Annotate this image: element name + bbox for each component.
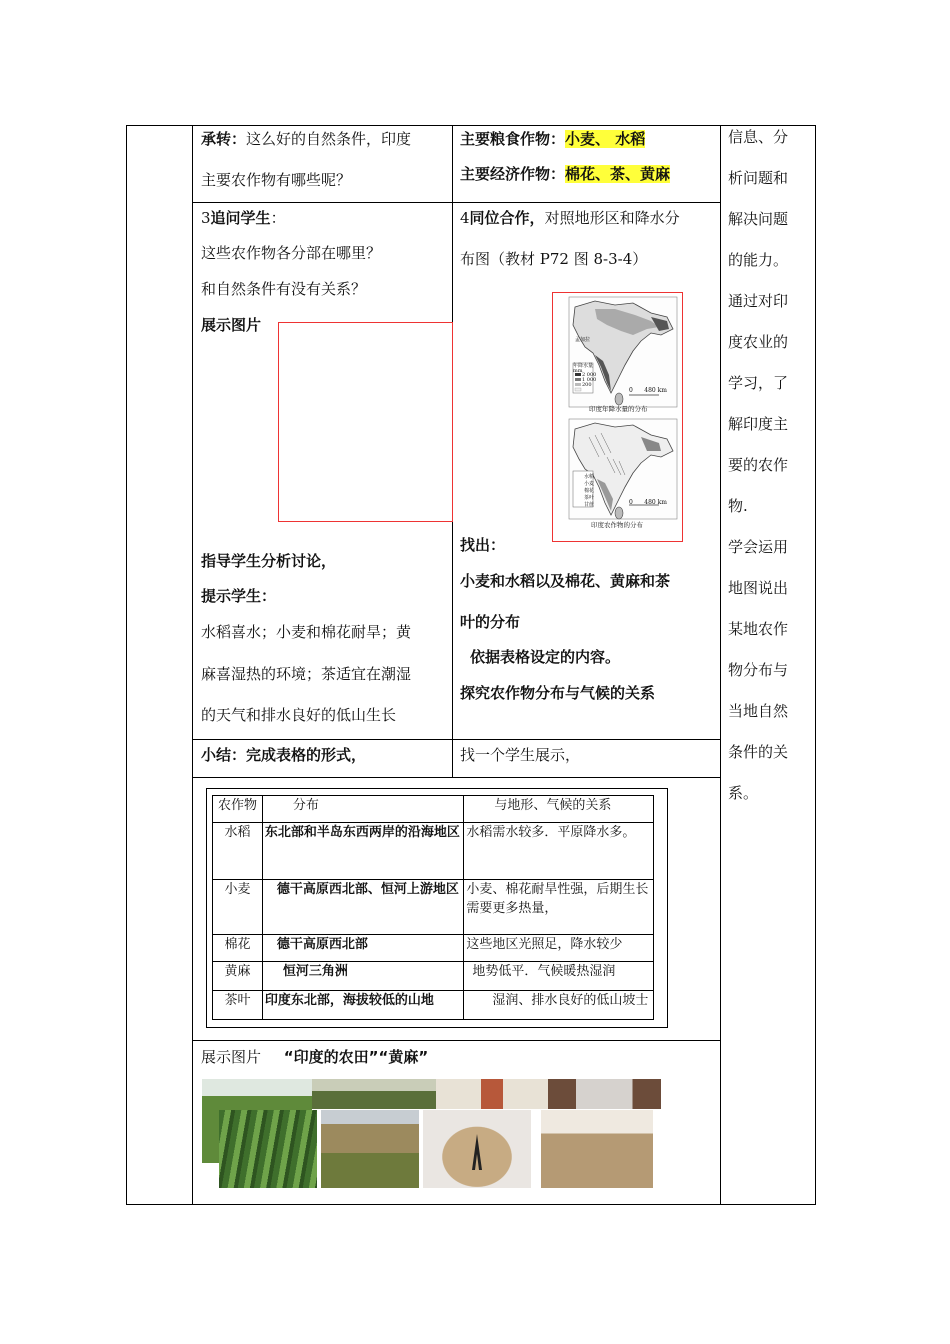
rc-line: 信息、分 <box>728 128 789 146</box>
table-row <box>213 935 654 962</box>
crop-legend-item: 水稻 <box>584 474 595 480</box>
rc-line: 学习，了 <box>728 374 789 392</box>
table-cell-rel: 地势低平．气候暖热湿润 <box>464 962 654 991</box>
rc-line: 某地农作 <box>728 620 789 638</box>
rc-line: 要的农作 <box>728 456 789 474</box>
coop-num: 4 <box>460 209 470 227</box>
rainfall-legend-value: 1 000 <box>582 377 597 383</box>
table-cell-crop: 黄麻 <box>213 962 263 991</box>
table-cell-crop: 棉花 <box>213 935 263 962</box>
crop-map <box>555 417 680 527</box>
table-header: 与地形、气候的关系 <box>464 796 654 823</box>
table-row <box>213 880 654 935</box>
photo-cornfield <box>219 1110 317 1188</box>
table-cell-rel: 小麦、棉花耐旱性强，后期生长需要更多热量， <box>464 880 654 935</box>
findout-line4: 探究农作物分布与气候的关系 <box>460 684 656 702</box>
transition-line2: 主要农作物有哪些呢？ <box>201 171 352 189</box>
coop-line2: 布图（教材 P72 图 8-3-4） <box>460 250 648 268</box>
summary-right: 找一个学生展示， <box>460 746 581 764</box>
rc-line: 的能力。 <box>728 251 789 269</box>
photo-jute-bag <box>423 1110 531 1188</box>
crop-caption: 印度农作物的分布 <box>591 521 643 529</box>
table-cell-dist: 东北部和半岛东西两岸的沿海地区 <box>262 823 464 880</box>
table-cell-rel: 这些地区光照足，降水较少 <box>464 935 654 962</box>
table-header: 分布 <box>262 796 464 823</box>
rc-line: 通过对印 <box>728 292 789 310</box>
food-crops-line <box>460 130 645 148</box>
rc-line: 度农业的 <box>728 333 789 351</box>
empty-picture-frame <box>278 322 453 522</box>
rc-line: 当地自然 <box>728 702 789 720</box>
coop-heading <box>460 209 680 227</box>
crop-legend-item: 棉花 <box>584 488 595 494</box>
table-cell-crop: 茶叶 <box>213 991 263 1020</box>
findout-line2: 叶的分布 <box>460 613 521 631</box>
coop-label: 同位合作， <box>469 209 545 227</box>
table-header: 农作物 <box>213 796 263 823</box>
crop-table <box>212 795 654 1020</box>
ask-q2: 和自然条件有没有关系？ <box>201 280 367 298</box>
rc-line: 解印度主 <box>728 415 789 433</box>
table-cell-dist: 恒河三角洲 <box>262 962 464 991</box>
rainfall-legend-title: 年降水量 <box>573 363 594 369</box>
photo-jute-bundle <box>548 1079 661 1109</box>
coop-line1: 对照地形区和降水分 <box>544 209 680 227</box>
ask-label: 追问学生 <box>210 209 271 227</box>
crop-scale: 0 480 km <box>629 499 667 506</box>
rainfall-legend-unit: mm <box>573 368 583 374</box>
photos-title-fields: “印度的农田” <box>283 1048 379 1066</box>
rainfall-caption: 印度年降水量的分布 <box>589 405 648 413</box>
crop-legend-item: 茶叶 <box>584 495 595 501</box>
rc-line: 条件的关 <box>728 743 789 761</box>
table-cell-crop: 水稻 <box>213 823 263 880</box>
table-cell-rel: 水稻需水较多．平原降水多。 <box>464 823 654 880</box>
transition-line1 <box>201 130 411 148</box>
crop-legend-item: 甘蔗 <box>584 502 595 508</box>
rc-line: 学会运用 <box>728 538 789 556</box>
crop-legend-item: 小麦 <box>584 481 595 487</box>
rc-line: 解决问题 <box>728 210 789 228</box>
photos-heading <box>201 1048 428 1066</box>
photo-jute-rug-room <box>541 1110 653 1188</box>
transition-text: 这么好的自然条件，印度 <box>246 130 412 148</box>
rainfall-map <box>555 295 680 415</box>
right-column-text <box>728 117 806 814</box>
rainfall-inset-label: 孟加拉 <box>575 337 591 343</box>
cash-crops-line <box>460 165 670 183</box>
photos-title-jute: “黄麻” <box>378 1048 429 1066</box>
rainfall-legend-value: 200 <box>582 382 592 388</box>
rainfall-legend-value: 2 000 <box>582 372 597 378</box>
guide-title: 指导学生分析讨论， <box>201 552 337 570</box>
rainfall-scale: 0 480 km <box>629 387 667 394</box>
ask-num: 3 <box>201 209 211 227</box>
ask-heading <box>201 209 286 227</box>
table-row <box>213 823 654 880</box>
summary-label: 小结：完成表格的形式， <box>201 746 367 764</box>
table-cell-dist: 德干高原西北部 <box>262 935 464 962</box>
guide-line: 的天气和排水良好的低山生长 <box>201 706 397 724</box>
rc-line: 析问题和 <box>728 169 789 187</box>
table-header-row <box>213 796 654 823</box>
rc-line: 物分布与 <box>728 661 789 679</box>
table-row <box>213 991 654 1020</box>
findout-line3: 依据表格设定的内容。 <box>470 648 621 666</box>
photo-rice-planting <box>312 1079 436 1109</box>
cash-crops-label: 主要经济作物： <box>460 165 566 183</box>
rc-line: 物. <box>728 497 748 515</box>
table-row <box>213 962 654 991</box>
ask-show-pictures: 展示图片 <box>201 316 262 334</box>
guide-line: 麻喜湿热的环境；茶适宜在潮湿 <box>201 665 412 683</box>
photos-label: 展示图片 <box>201 1048 262 1066</box>
guide-line: 水稻喜水；小麦和棉花耐旱；黄 <box>201 623 412 641</box>
ask-q1: 这些农作物各分部在哪里？ <box>201 244 382 262</box>
findout-line1: 小麦和水稻以及棉花、黄麻和茶 <box>460 572 671 590</box>
transition-label: 承转： <box>201 130 247 148</box>
cash-crops-value: 棉花、茶、黄麻 <box>565 165 671 183</box>
food-crops-value: 小麦、 水稻 <box>565 130 646 148</box>
table-cell-dist: 德干高原西北部、恒河上游地区 <box>262 880 464 935</box>
photo-jute-drying <box>321 1110 419 1188</box>
findout-label: 找出： <box>460 536 506 554</box>
rc-line: 系。 <box>728 784 759 802</box>
photo-farmer-woman <box>436 1079 548 1109</box>
table-cell-dist: 印度东北部，海拔较低的山地 <box>262 991 464 1020</box>
table-cell-crop: 小麦 <box>213 880 263 935</box>
india-maps-figure <box>552 292 683 542</box>
guide-hint-label: 提示学生： <box>201 587 277 605</box>
ask-colon: ： <box>270 209 286 227</box>
rc-line: 地图说出 <box>728 579 789 597</box>
eiffel-tower-icon <box>423 1110 531 1188</box>
food-crops-label: 主要粮食作物： <box>460 130 566 148</box>
table-cell-rel: 湿润、排水良好的低山坡士 <box>464 991 654 1020</box>
